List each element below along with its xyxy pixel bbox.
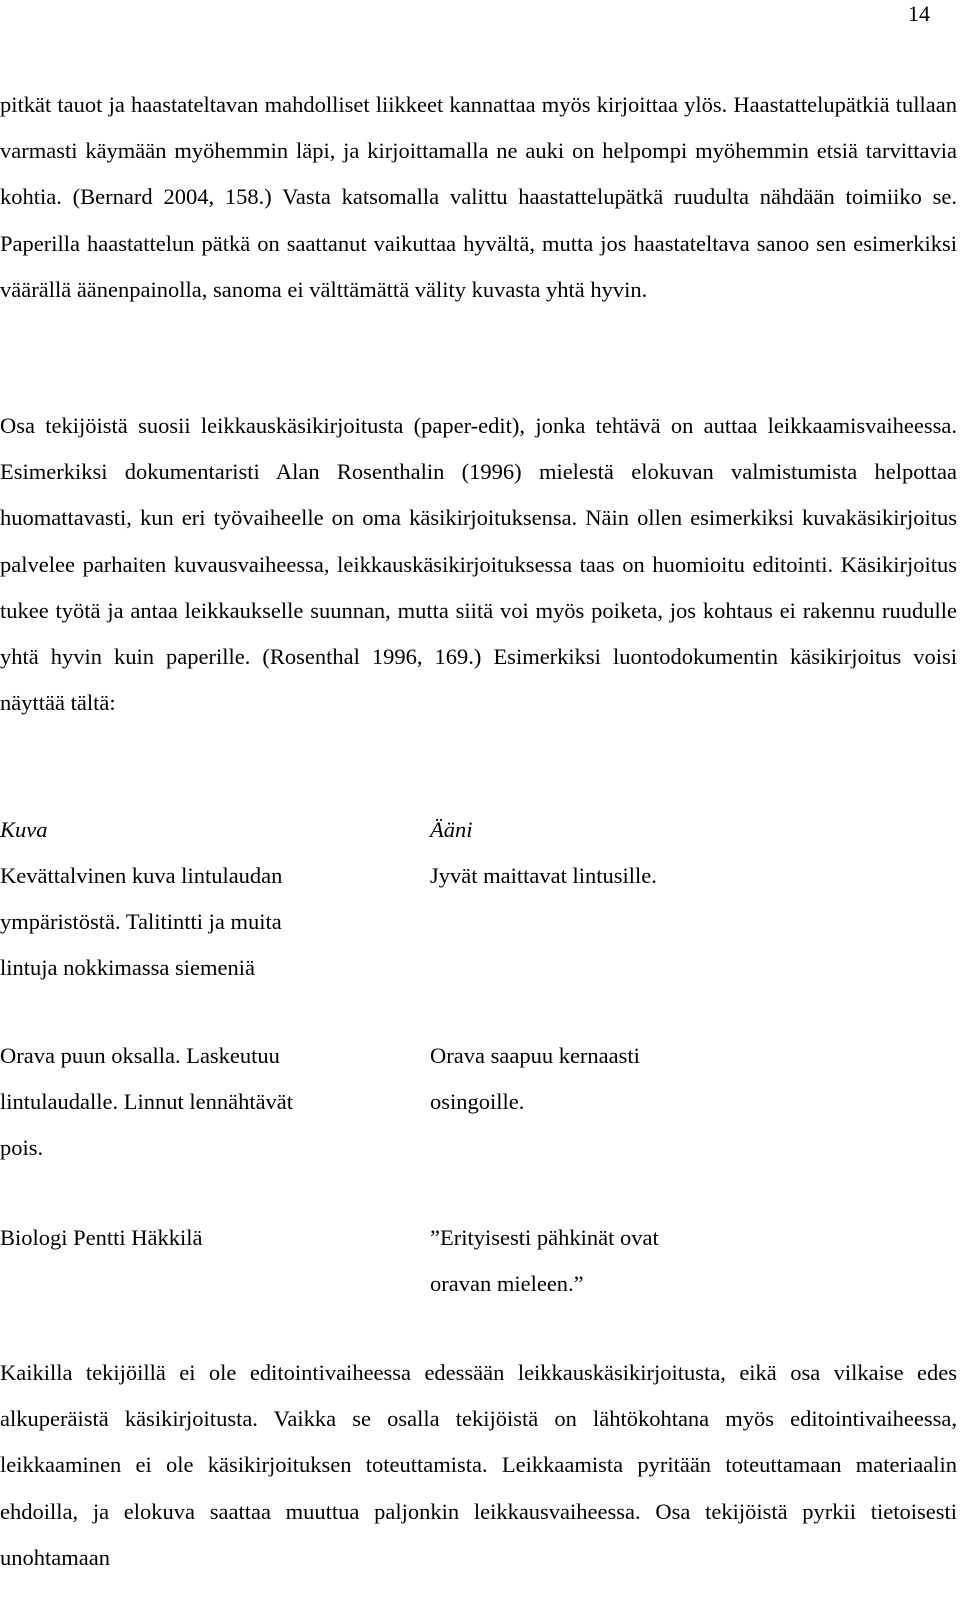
script-row-3-image: Biologi Pentti Häkkilä: [0, 1225, 203, 1250]
body-paragraph-1: pitkät tauot ja haastateltavan mahdolliset liikkeet kannattaa myös kirjoittaa ylös. Haastattelupätkiä tullaan varmasti käymään myöhemmin läpi, ja kirjoittamalla ne auki on helpompi myöhemmin etsiä tarvittavia kohtia. (Bernard 2004, 158.) Vasta katsomalla valittu haastattelupätkä ruudulta nähdään toimiiko se. Paperilla haastattelun pätkä on saattanut vaikuttaa hyvältä, mutta jos haastateltava sanoo sen esimerkiksi väärällä äänenpainolla, sanoma ei välttämättä välity kuvasta yhtä hyvin.: [0, 92, 957, 302]
script-header-image: Kuva: [0, 817, 48, 842]
body-paragraph-3: Kaikilla tekijöillä ei ole editointivaiheessa edessään leikkauskäsikirjoitusta, eikä osa vilkaise edes alkuperäistä käsikirjoitusta. Vaikka se osalla tekijöistä on lähtökohtana myös editointivaiheessa, leikkaaminen ei ole käsikirjoituksen toteuttamista. Leikkaamista pyritään toteuttamaan materiaalin ehdoilla, ja elokuva saattaa muuttua paljonkin leikkausvaiheessa. Osa tekijöistä pyrkii tietoisesti unohtamaan: [0, 1360, 957, 1570]
script-row-2-image: Orava puun oksalla. Laskeutuu lintulaudalle. Linnut lennähtävät pois.: [0, 1043, 294, 1161]
body-paragraph-2: Osa tekijöistä suosii leikkauskäsikirjoitusta (paper-edit), jonka tehtävä on auttaa leikkaamisvaiheessa. Esimerkiksi dokumentaristi Alan Rosenthalin (1996) mielestä elokuvan valmistumista helpottaa huomattavasti, kun eri työvaiheelle on oma käsikirjoituksensa. Näin ollen esimerkiksi kuvakäsikirjoitus palvelee parhaiten kuvausvaiheessa, leikkauskäsikirjoituksessa taas on huomioitu editointi. Käsikirjoitus tukee työtä ja antaa leikkaukselle suunnan, mutta siitä voi myös poiketa, jos kohtaus ei rakennu ruudulle yhtä hyvin kuin paperille. (Rosenthal 1996, 169.) Esimerkiksi luontodokumentin käsikirjoitus voisi näyttää tältä:: [0, 413, 957, 716]
script-header-sound: Ääni: [430, 817, 473, 842]
script-row-1-sound: Jyvät maittavat lintusille.: [430, 863, 657, 888]
script-row-2-sound: Orava saapuu kernaasti osingoille.: [430, 1043, 640, 1115]
script-row-1-image: Kevättalvinen kuva lintulaudan ympäristöstä. Talitintti ja muita lintuja nokkimassa siemeniä: [0, 863, 283, 981]
page-number: 14: [908, 1, 930, 26]
script-row-3-sound: ”Erityisesti pähkinät ovat oravan mieleen.”: [430, 1225, 659, 1297]
